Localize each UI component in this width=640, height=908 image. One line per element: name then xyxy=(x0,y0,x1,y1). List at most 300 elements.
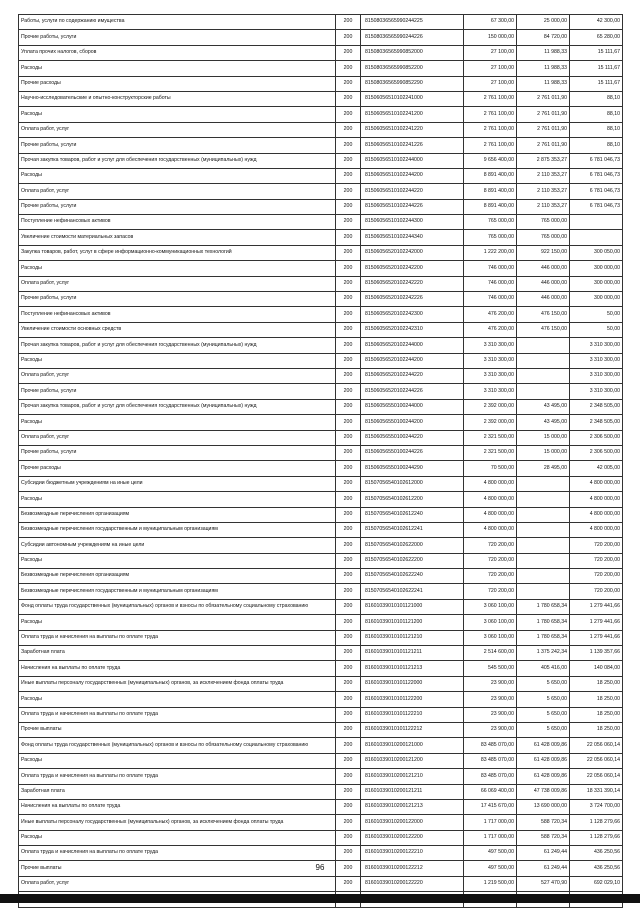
row-remainder-amount: 436 250,56 xyxy=(570,861,623,876)
row-line-code: 200 xyxy=(336,30,361,45)
row-remainder-amount: 4 800 000,00 xyxy=(570,522,623,537)
row-budget-code: 81506056510102244226 xyxy=(361,199,464,214)
row-budget-code: 81506056510102241000 xyxy=(361,91,464,106)
row-budget-code: 81601039010101121000 xyxy=(361,599,464,614)
row-executed-amount: 25 000,00 xyxy=(517,15,570,30)
row-approved-amount: 3 310 300,00 xyxy=(464,384,517,399)
row-executed-amount: 2 761 011,90 xyxy=(517,138,570,153)
row-approved-amount: 67 300,00 xyxy=(464,15,517,30)
row-executed-amount xyxy=(517,538,570,553)
row-approved-amount: 476 200,00 xyxy=(464,307,517,322)
row-name: Прочие работы, услуги xyxy=(19,30,336,45)
row-line-code: 200 xyxy=(336,215,361,230)
row-remainder-amount: 300 000,00 xyxy=(570,261,623,276)
table-row xyxy=(19,415,623,430)
row-name: Заработная плата xyxy=(19,646,336,661)
row-approved-amount: 8 891 400,00 xyxy=(464,184,517,199)
row-line-code: 200 xyxy=(336,292,361,307)
table-row xyxy=(19,122,623,137)
row-executed-amount: 476 150,00 xyxy=(517,307,570,322)
row-executed-amount: 2 110 353,27 xyxy=(517,184,570,199)
row-remainder-amount: 65 280,00 xyxy=(570,30,623,45)
row-line-code: 200 xyxy=(336,815,361,830)
row-line-code: 200 xyxy=(336,107,361,122)
row-budget-code: 81601039010101121200 xyxy=(361,615,464,630)
row-remainder-amount: 4 800 000,00 xyxy=(570,476,623,491)
table-row xyxy=(19,630,623,645)
row-name: Закупка товаров, работ, услуг в сфере информационно-коммуникационных технологий xyxy=(19,245,336,260)
row-line-code: 200 xyxy=(336,492,361,507)
row-remainder-amount: 18 250,00 xyxy=(570,676,623,691)
row-budget-code: 81601039010200121200 xyxy=(361,753,464,768)
row-approved-amount: 1 219 500,00 xyxy=(464,876,517,891)
row-approved-amount: 1 222 200,00 xyxy=(464,245,517,260)
row-approved-amount: 765 000,00 xyxy=(464,215,517,230)
table-row xyxy=(19,276,623,291)
row-name: Увеличение стоимости основных средств xyxy=(19,322,336,337)
row-remainder-amount: 15 111,67 xyxy=(570,61,623,76)
row-remainder-amount: 720 200,00 xyxy=(570,569,623,584)
table-row xyxy=(19,61,623,76)
row-executed-amount: 476 150,00 xyxy=(517,322,570,337)
table-row xyxy=(19,830,623,845)
row-approved-amount: 27 100,00 xyxy=(464,45,517,60)
row-remainder-amount: 4 800 000,00 xyxy=(570,507,623,522)
row-executed-amount: 28 495,00 xyxy=(517,461,570,476)
row-budget-code: 81507056540102612000 xyxy=(361,476,464,491)
row-name: Увеличение стоимости материальных запасов xyxy=(19,230,336,245)
row-approved-amount: 720 200,00 xyxy=(464,553,517,568)
row-approved-amount: 3 310 300,00 xyxy=(464,368,517,383)
row-line-code: 200 xyxy=(336,61,361,76)
row-remainder-amount: 3 724 700,00 xyxy=(570,799,623,814)
row-executed-amount xyxy=(517,507,570,522)
table-row xyxy=(19,15,623,30)
table-row xyxy=(19,584,623,599)
row-executed-amount: 2 761 011,90 xyxy=(517,122,570,137)
row-line-code: 200 xyxy=(336,846,361,861)
row-approved-amount: 4 800 000,00 xyxy=(464,507,517,522)
row-line-code: 200 xyxy=(336,584,361,599)
row-name: Уплата прочих налогов, сборов xyxy=(19,45,336,60)
table-row xyxy=(19,722,623,737)
row-executed-amount: 2 875 353,27 xyxy=(517,153,570,168)
row-budget-code: 81508036565990852000 xyxy=(361,45,464,60)
row-budget-code: 81506056510102244300 xyxy=(361,215,464,230)
row-budget-code: 81601039010101121213 xyxy=(361,661,464,676)
row-line-code: 200 xyxy=(336,122,361,137)
table-row xyxy=(19,799,623,814)
row-line-code: 200 xyxy=(336,722,361,737)
row-budget-code: 81601039010101122200 xyxy=(361,692,464,707)
row-executed-amount: 588 720,34 xyxy=(517,815,570,830)
row-name: Оплата труда и начисления на выплаты по оплате труда xyxy=(19,846,336,861)
row-name: Расходы xyxy=(19,830,336,845)
row-budget-code: 81506056550100244290 xyxy=(361,461,464,476)
row-executed-amount: 11 988,33 xyxy=(517,76,570,91)
row-remainder-amount: 4 800 000,00 xyxy=(570,492,623,507)
row-budget-code: 81508036565990852200 xyxy=(361,61,464,76)
row-name: Субсидии автономным учреждениям на иные цели xyxy=(19,538,336,553)
table-row xyxy=(19,553,623,568)
row-remainder-amount: 6 781 046,73 xyxy=(570,153,623,168)
table-row xyxy=(19,338,623,353)
expenditure-table xyxy=(18,14,623,908)
row-line-code: 200 xyxy=(336,692,361,707)
row-budget-code: 81506056520102244200 xyxy=(361,353,464,368)
row-executed-amount: 922 150,00 xyxy=(517,245,570,260)
table-row xyxy=(19,368,623,383)
row-line-code: 200 xyxy=(336,799,361,814)
row-remainder-amount: 2 348 505,00 xyxy=(570,415,623,430)
row-line-code: 200 xyxy=(336,184,361,199)
row-line-code: 200 xyxy=(336,138,361,153)
row-approved-amount: 2 321 500,00 xyxy=(464,445,517,460)
row-budget-code: 81601039010101122212 xyxy=(361,722,464,737)
row-approved-amount: 3 060 100,00 xyxy=(464,615,517,630)
table-row xyxy=(19,307,623,322)
row-executed-amount: 61 428 009,86 xyxy=(517,769,570,784)
row-remainder-amount xyxy=(570,230,623,245)
row-line-code: 200 xyxy=(336,461,361,476)
row-executed-amount: 5 650,00 xyxy=(517,676,570,691)
row-remainder-amount: 1 128 279,66 xyxy=(570,830,623,845)
row-name: Прочая закупка товаров, работ и услуг для обеспечения государственных (муниципальных) нужд xyxy=(19,399,336,414)
row-approved-amount: 497 500,00 xyxy=(464,846,517,861)
row-budget-code: 81507056540102622241 xyxy=(361,584,464,599)
row-budget-code: 81601039010101122210 xyxy=(361,707,464,722)
row-budget-code: 81506056510102241200 xyxy=(361,107,464,122)
row-approved-amount: 4 800 000,00 xyxy=(464,492,517,507)
row-name: Прочие расходы xyxy=(19,76,336,91)
row-executed-amount: 15 000,00 xyxy=(517,430,570,445)
row-name: Поступление нефинансовых активов xyxy=(19,215,336,230)
row-remainder-amount: 300 000,00 xyxy=(570,276,623,291)
row-line-code: 200 xyxy=(336,630,361,645)
row-remainder-amount: 6 781 046,73 xyxy=(570,199,623,214)
table-row xyxy=(19,107,623,122)
row-executed-amount: 2 761 011,90 xyxy=(517,107,570,122)
row-name: Оплата работ, услуг xyxy=(19,276,336,291)
row-budget-code: 81506056510102244000 xyxy=(361,153,464,168)
row-executed-amount xyxy=(517,368,570,383)
row-remainder-amount: 50,00 xyxy=(570,322,623,337)
row-name: Расходы xyxy=(19,168,336,183)
row-executed-amount: 15 000,00 xyxy=(517,445,570,460)
row-line-code: 200 xyxy=(336,261,361,276)
row-remainder-amount: 140 084,00 xyxy=(570,661,623,676)
row-remainder-amount: 88,10 xyxy=(570,138,623,153)
table-row xyxy=(19,876,623,891)
row-name: Прочие расходы xyxy=(19,461,336,476)
row-budget-code: 81507056540102612200 xyxy=(361,492,464,507)
row-approved-amount: 23 900,00 xyxy=(464,707,517,722)
row-name: Расходы xyxy=(19,692,336,707)
row-name: Оплата работ, услуг xyxy=(19,876,336,891)
table-row xyxy=(19,230,623,245)
row-remainder-amount: 15 111,67 xyxy=(570,45,623,60)
row-remainder-amount: 300 000,00 xyxy=(570,292,623,307)
row-budget-code: 81506056550100244000 xyxy=(361,399,464,414)
row-remainder-amount xyxy=(570,215,623,230)
row-line-code: 200 xyxy=(336,430,361,445)
row-name: Расходы xyxy=(19,492,336,507)
row-remainder-amount: 18 250,00 xyxy=(570,722,623,737)
row-approved-amount: 476 200,00 xyxy=(464,322,517,337)
budget-report-page xyxy=(18,14,622,908)
row-name: Оплата работ, услуг xyxy=(19,368,336,383)
table-row xyxy=(19,292,623,307)
row-approved-amount: 27 100,00 xyxy=(464,61,517,76)
row-remainder-amount: 1 279 441,66 xyxy=(570,599,623,614)
table-row xyxy=(19,569,623,584)
table-row xyxy=(19,261,623,276)
row-remainder-amount: 300 050,00 xyxy=(570,245,623,260)
table-row xyxy=(19,199,623,214)
row-budget-code: 81506056510102244200 xyxy=(361,168,464,183)
row-approved-amount: 2 761 100,00 xyxy=(464,107,517,122)
row-line-code: 200 xyxy=(336,738,361,753)
row-budget-code: 81507056540102622000 xyxy=(361,538,464,553)
row-name: Оплата труда и начисления на выплаты по оплате труда xyxy=(19,707,336,722)
row-name: Прочие выплаты xyxy=(19,861,336,876)
row-budget-code: 81601039010101121210 xyxy=(361,630,464,645)
table-row xyxy=(19,522,623,537)
row-name: Безвозмездные перечисления государственным и муниципальным организациям xyxy=(19,584,336,599)
row-remainder-amount: 692 029,10 xyxy=(570,876,623,891)
row-budget-code: 81601039010200121213 xyxy=(361,799,464,814)
row-approved-amount: 9 656 400,00 xyxy=(464,153,517,168)
row-approved-amount: 8 891 400,00 xyxy=(464,199,517,214)
row-budget-code: 81506056510102241220 xyxy=(361,122,464,137)
row-line-code: 200 xyxy=(336,245,361,260)
table-row xyxy=(19,846,623,861)
row-budget-code: 81508036565990852290 xyxy=(361,76,464,91)
row-executed-amount: 11 988,33 xyxy=(517,61,570,76)
row-executed-amount: 1 780 658,34 xyxy=(517,615,570,630)
table-row xyxy=(19,615,623,630)
row-name: Начисления на выплаты по оплате труда xyxy=(19,661,336,676)
table-row xyxy=(19,676,623,691)
table-row xyxy=(19,476,623,491)
row-executed-amount: 527 470,90 xyxy=(517,876,570,891)
table-row xyxy=(19,646,623,661)
row-name: Работы, услуги по содержанию имущества xyxy=(19,15,336,30)
row-executed-amount: 765 000,00 xyxy=(517,230,570,245)
row-line-code: 200 xyxy=(336,384,361,399)
row-line-code: 200 xyxy=(336,522,361,537)
row-executed-amount: 1 375 242,34 xyxy=(517,646,570,661)
row-executed-amount: 5 650,00 xyxy=(517,707,570,722)
row-name: Прочие выплаты xyxy=(19,722,336,737)
row-budget-code: 81506056510102244220 xyxy=(361,184,464,199)
row-line-code: 200 xyxy=(336,661,361,676)
row-name: Оплата работ, услуг xyxy=(19,430,336,445)
row-executed-amount: 588 720,34 xyxy=(517,830,570,845)
row-executed-amount: 2 110 353,27 xyxy=(517,168,570,183)
row-executed-amount: 47 738 009,86 xyxy=(517,784,570,799)
row-budget-code: 81601039010200122200 xyxy=(361,830,464,845)
row-budget-code: 81506056520102242226 xyxy=(361,292,464,307)
table-row xyxy=(19,769,623,784)
row-budget-code: 81508036565990244226 xyxy=(361,30,464,45)
row-executed-amount: 84 720,00 xyxy=(517,30,570,45)
row-name: Расходы xyxy=(19,61,336,76)
row-approved-amount: 2 392 000,00 xyxy=(464,415,517,430)
table-row xyxy=(19,91,623,106)
row-line-code: 200 xyxy=(336,322,361,337)
row-name: Поступление нефинансовых активов xyxy=(19,307,336,322)
table-row xyxy=(19,322,623,337)
table-row xyxy=(19,507,623,522)
row-name: Фонд оплаты труда государственных (муниципальных) органов и взносы по обязательному социальному страхованию xyxy=(19,599,336,614)
row-executed-amount: 61 428 009,86 xyxy=(517,738,570,753)
row-name: Оплата труда и начисления на выплаты по оплате труда xyxy=(19,769,336,784)
row-line-code: 200 xyxy=(336,553,361,568)
row-approved-amount: 2 392 000,00 xyxy=(464,399,517,414)
row-name: Научно-исследовательские и опытно-конструкторские работы xyxy=(19,91,336,106)
row-remainder-amount: 720 200,00 xyxy=(570,538,623,553)
row-budget-code: 81506056550100244200 xyxy=(361,415,464,430)
row-name: Прочие работы, услуги xyxy=(19,199,336,214)
row-approved-amount: 27 100,00 xyxy=(464,76,517,91)
row-executed-amount xyxy=(517,553,570,568)
table-row xyxy=(19,384,623,399)
row-remainder-amount: 3 310 300,00 xyxy=(570,353,623,368)
row-approved-amount: 497 500,00 xyxy=(464,861,517,876)
row-executed-amount xyxy=(517,338,570,353)
table-row xyxy=(19,430,623,445)
row-budget-code: 81506056520102242220 xyxy=(361,276,464,291)
row-approved-amount: 83 485 070,00 xyxy=(464,753,517,768)
row-budget-code: 81506056520102242310 xyxy=(361,322,464,337)
row-executed-amount xyxy=(517,569,570,584)
row-name: Прочая закупка товаров, работ и услуг для обеспечения государственных (муниципальных) нужд xyxy=(19,338,336,353)
row-line-code: 200 xyxy=(336,599,361,614)
row-approved-amount: 23 900,00 xyxy=(464,722,517,737)
row-approved-amount: 70 500,00 xyxy=(464,461,517,476)
row-approved-amount: 746 000,00 xyxy=(464,276,517,291)
row-name: Субсидии бюджетным учреждениям на иные цели xyxy=(19,476,336,491)
row-remainder-amount: 18 331 390,14 xyxy=(570,784,623,799)
table-row xyxy=(19,45,623,60)
row-remainder-amount: 15 111,67 xyxy=(570,76,623,91)
row-approved-amount: 150 000,00 xyxy=(464,30,517,45)
expenditure-table-body xyxy=(19,15,623,908)
row-line-code: 200 xyxy=(336,615,361,630)
row-line-code: 200 xyxy=(336,569,361,584)
table-row xyxy=(19,815,623,830)
row-executed-amount xyxy=(517,584,570,599)
row-remainder-amount: 88,10 xyxy=(570,107,623,122)
row-approved-amount: 746 000,00 xyxy=(464,292,517,307)
table-row xyxy=(19,245,623,260)
row-approved-amount: 23 900,00 xyxy=(464,676,517,691)
row-line-code: 200 xyxy=(336,76,361,91)
row-approved-amount: 4 800 000,00 xyxy=(464,476,517,491)
row-line-code: 200 xyxy=(336,784,361,799)
row-remainder-amount: 18 250,00 xyxy=(570,707,623,722)
row-executed-amount: 5 650,00 xyxy=(517,692,570,707)
row-remainder-amount: 6 781 046,73 xyxy=(570,168,623,183)
table-row xyxy=(19,138,623,153)
row-budget-code: 81507056540102622240 xyxy=(361,569,464,584)
row-remainder-amount: 2 306 500,00 xyxy=(570,430,623,445)
row-executed-amount xyxy=(517,384,570,399)
row-executed-amount xyxy=(517,476,570,491)
row-line-code: 200 xyxy=(336,676,361,691)
row-remainder-amount: 3 310 300,00 xyxy=(570,384,623,399)
table-row xyxy=(19,692,623,707)
row-approved-amount: 1 717 000,00 xyxy=(464,815,517,830)
table-row xyxy=(19,599,623,614)
row-approved-amount: 17 415 670,00 xyxy=(464,799,517,814)
row-remainder-amount: 22 056 060,14 xyxy=(570,769,623,784)
row-remainder-amount: 2 306 500,00 xyxy=(570,445,623,460)
table-row xyxy=(19,753,623,768)
row-name: Оплата работ, услуг xyxy=(19,184,336,199)
row-name: Иные выплаты персоналу государственных (муниципальных) органов, за исключением фонда оплаты труда xyxy=(19,815,336,830)
row-budget-code: 81506056510102244340 xyxy=(361,230,464,245)
row-executed-amount: 11 988,33 xyxy=(517,45,570,60)
row-remainder-amount: 720 200,00 xyxy=(570,553,623,568)
row-name: Оплата труда и начисления на выплаты по оплате труда xyxy=(19,630,336,645)
row-line-code: 200 xyxy=(336,876,361,891)
row-line-code: 200 xyxy=(336,353,361,368)
row-line-code: 200 xyxy=(336,199,361,214)
row-line-code: 200 xyxy=(336,307,361,322)
table-row xyxy=(19,492,623,507)
scan-bottom-edge xyxy=(0,894,640,903)
row-remainder-amount: 3 310 300,00 xyxy=(570,338,623,353)
row-executed-amount xyxy=(517,492,570,507)
row-budget-code: 81506056520102244226 xyxy=(361,384,464,399)
row-line-code: 200 xyxy=(336,507,361,522)
row-line-code: 200 xyxy=(336,861,361,876)
row-line-code: 200 xyxy=(336,476,361,491)
page-number: 96 xyxy=(315,863,325,872)
row-budget-code: 81601039010200121211 xyxy=(361,784,464,799)
row-executed-amount: 2 110 353,27 xyxy=(517,199,570,214)
row-name: Прочая закупка товаров, работ и услуг для обеспечения государственных (муниципальных) нужд xyxy=(19,153,336,168)
row-approved-amount: 746 000,00 xyxy=(464,261,517,276)
row-remainder-amount: 50,00 xyxy=(570,307,623,322)
row-line-code: 200 xyxy=(336,168,361,183)
row-budget-code: 81506056520102242200 xyxy=(361,261,464,276)
row-executed-amount: 765 000,00 xyxy=(517,215,570,230)
row-executed-amount: 405 416,00 xyxy=(517,661,570,676)
row-executed-amount xyxy=(517,353,570,368)
row-budget-code: 81601039010200122220 xyxy=(361,876,464,891)
row-name: Фонд оплаты труда государственных (муниципальных) органов и взносы по обязательному социальному страхованию xyxy=(19,738,336,753)
table-row xyxy=(19,784,623,799)
row-approved-amount: 545 500,00 xyxy=(464,661,517,676)
row-approved-amount: 1 717 000,00 xyxy=(464,830,517,845)
row-remainder-amount: 18 250,00 xyxy=(570,692,623,707)
row-budget-code: 81601039010200121210 xyxy=(361,769,464,784)
row-budget-code: 81506056520102244220 xyxy=(361,368,464,383)
row-name: Расходы xyxy=(19,353,336,368)
row-line-code: 200 xyxy=(336,15,361,30)
row-executed-amount: 1 780 658,34 xyxy=(517,630,570,645)
table-row xyxy=(19,399,623,414)
row-name: Прочие работы, услуги xyxy=(19,292,336,307)
row-remainder-amount: 1 279 441,66 xyxy=(570,630,623,645)
row-name: Расходы xyxy=(19,415,336,430)
row-name: Расходы xyxy=(19,753,336,768)
row-executed-amount: 61 428 009,86 xyxy=(517,753,570,768)
row-executed-amount: 446 000,00 xyxy=(517,261,570,276)
